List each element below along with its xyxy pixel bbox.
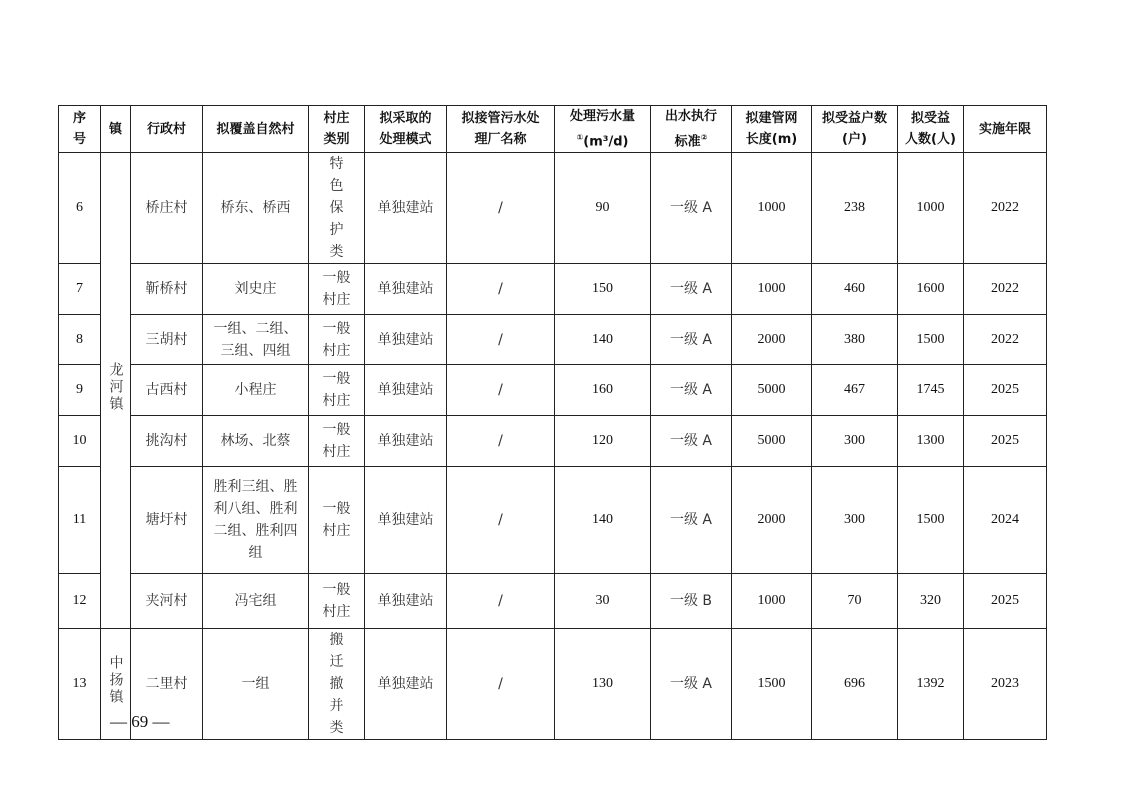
cell-pipe: 5000	[732, 416, 812, 467]
cell-village: 古西村	[131, 365, 203, 416]
cell-village-type: 一般村庄	[309, 264, 365, 315]
cell-pipe: 1000	[732, 153, 812, 264]
cell-year: 2022	[964, 264, 1047, 315]
header-treatment-mode: 拟采取的 处理模式	[365, 106, 447, 153]
cell-people: 1500	[898, 467, 964, 574]
table-row	[59, 264, 1047, 315]
cell-village: 挑沟村	[131, 416, 203, 467]
cell-households: 696	[812, 629, 898, 740]
cell-natural-village: 林场、北蔡	[203, 416, 309, 467]
cell-village-type: 搬迁撤并类	[309, 629, 365, 740]
cell-village-type: 一般村庄	[309, 467, 365, 574]
cell-year: 2025	[964, 574, 1047, 629]
cell-plant: /	[447, 264, 555, 315]
header-natural-village: 拟覆盖自然村	[203, 106, 309, 153]
cell-seq: 11	[59, 467, 101, 574]
header-households: 拟受益户数 (户)	[812, 106, 898, 153]
cell-plant: /	[447, 315, 555, 365]
cell-natural-village: 桥东、桥西	[203, 153, 309, 264]
cell-households: 238	[812, 153, 898, 264]
header-village-type: 村庄 类别	[309, 106, 365, 153]
cell-standard: 一级 A	[651, 467, 732, 574]
cell-year: 2022	[964, 153, 1047, 264]
cell-pipe: 2000	[732, 315, 812, 365]
header-plant-name: 拟接管污水处 理厂名称	[447, 106, 555, 153]
cell-people: 1000	[898, 153, 964, 264]
cell-seq: 7	[59, 264, 101, 315]
cell-year: 2025	[964, 365, 1047, 416]
cell-plant: /	[447, 153, 555, 264]
cell-natural-village: 胜利三组、胜利八组、胜利二组、胜利四组	[203, 467, 309, 574]
cell-natural-village: 小程庄	[203, 365, 309, 416]
cell-village-type: 一般村庄	[309, 416, 365, 467]
cell-village: 塘圩村	[131, 467, 203, 574]
table-row	[59, 365, 1047, 416]
cell-plant: /	[447, 629, 555, 740]
cell-village: 夹河村	[131, 574, 203, 629]
cell-people: 1392	[898, 629, 964, 740]
cell-plant: /	[447, 467, 555, 574]
cell-mode: 单独建站	[365, 153, 447, 264]
cell-flow: 150	[555, 264, 651, 315]
cell-seq: 13	[59, 629, 101, 740]
cell-natural-village: 冯宅组	[203, 574, 309, 629]
cell-mode: 单独建站	[365, 365, 447, 416]
cell-pipe: 5000	[732, 365, 812, 416]
header-pipe-length: 拟建管网 长度(m)	[732, 106, 812, 153]
cell-flow: 160	[555, 365, 651, 416]
table-row	[59, 574, 1047, 629]
table-row	[59, 467, 1047, 574]
cell-pipe: 2000	[732, 467, 812, 574]
table-row	[59, 153, 1047, 264]
cell-village-type: 特色保护类	[309, 153, 365, 264]
cell-natural-village: 刘史庄	[203, 264, 309, 315]
cell-households: 460	[812, 264, 898, 315]
cell-flow: 130	[555, 629, 651, 740]
cell-seq: 8	[59, 315, 101, 365]
cell-standard: 一级 A	[651, 264, 732, 315]
table-row	[59, 315, 1047, 365]
cell-mode: 单独建站	[365, 416, 447, 467]
cell-standard: 一级 B	[651, 574, 732, 629]
cell-households: 467	[812, 365, 898, 416]
cell-village-type: 一般村庄	[309, 574, 365, 629]
header-seq: 序 号	[59, 106, 101, 153]
cell-town-longhe: 龙河镇	[101, 153, 131, 629]
cell-mode: 单独建站	[365, 315, 447, 365]
cell-standard: 一级 A	[651, 629, 732, 740]
cell-plant: /	[447, 416, 555, 467]
cell-flow: 120	[555, 416, 651, 467]
header-village: 行政村	[131, 106, 203, 153]
header-flow: 处理污水量 ①(m³/d)	[555, 106, 651, 153]
cell-village: 三胡村	[131, 315, 203, 365]
header-standard: 出水执行 标准②	[651, 106, 732, 153]
cell-pipe: 1000	[732, 264, 812, 315]
cell-town-zhongyang: 中扬镇	[101, 629, 131, 740]
cell-year: 2024	[964, 467, 1047, 574]
cell-pipe: 1500	[732, 629, 812, 740]
cell-flow: 140	[555, 315, 651, 365]
header-year: 实施年限	[964, 106, 1047, 153]
cell-natural-village: 一组	[203, 629, 309, 740]
header-population: 拟受益 人数(人)	[898, 106, 964, 153]
cell-households: 300	[812, 467, 898, 574]
cell-village: 二里村	[131, 629, 203, 740]
cell-mode: 单独建站	[365, 264, 447, 315]
cell-standard: 一级 A	[651, 416, 732, 467]
cell-seq: 6	[59, 153, 101, 264]
header-row	[59, 106, 1047, 153]
cell-village: 靳桥村	[131, 264, 203, 315]
cell-mode: 单独建站	[365, 467, 447, 574]
cell-standard: 一级 A	[651, 315, 732, 365]
cell-pipe: 1000	[732, 574, 812, 629]
cell-people: 1600	[898, 264, 964, 315]
table-row	[59, 416, 1047, 467]
cell-village-type: 一般村庄	[309, 315, 365, 365]
cell-year: 2023	[964, 629, 1047, 740]
cell-people: 320	[898, 574, 964, 629]
cell-mode: 单独建站	[365, 574, 447, 629]
cell-flow: 140	[555, 467, 651, 574]
cell-households: 70	[812, 574, 898, 629]
cell-people: 1500	[898, 315, 964, 365]
header-town: 镇	[101, 106, 131, 153]
cell-seq: 12	[59, 574, 101, 629]
cell-year: 2022	[964, 315, 1047, 365]
cell-seq: 9	[59, 365, 101, 416]
table-row	[59, 629, 1047, 740]
page-number: — 69 —	[110, 712, 170, 731]
cell-standard: 一级 A	[651, 365, 732, 416]
cell-year: 2025	[964, 416, 1047, 467]
cell-mode: 单独建站	[365, 629, 447, 740]
cell-plant: /	[447, 365, 555, 416]
cell-standard: 一级 A	[651, 153, 732, 264]
cell-households: 380	[812, 315, 898, 365]
cell-natural-village: 一组、二组、三组、四组	[203, 315, 309, 365]
cell-seq: 10	[59, 416, 101, 467]
cell-households: 300	[812, 416, 898, 467]
cell-plant: /	[447, 574, 555, 629]
cell-people: 1300	[898, 416, 964, 467]
cell-village: 桥庄村	[131, 153, 203, 264]
cell-village-type: 一般村庄	[309, 365, 365, 416]
cell-flow: 90	[555, 153, 651, 264]
sewage-project-table	[58, 105, 1047, 740]
cell-flow: 30	[555, 574, 651, 629]
cell-people: 1745	[898, 365, 964, 416]
